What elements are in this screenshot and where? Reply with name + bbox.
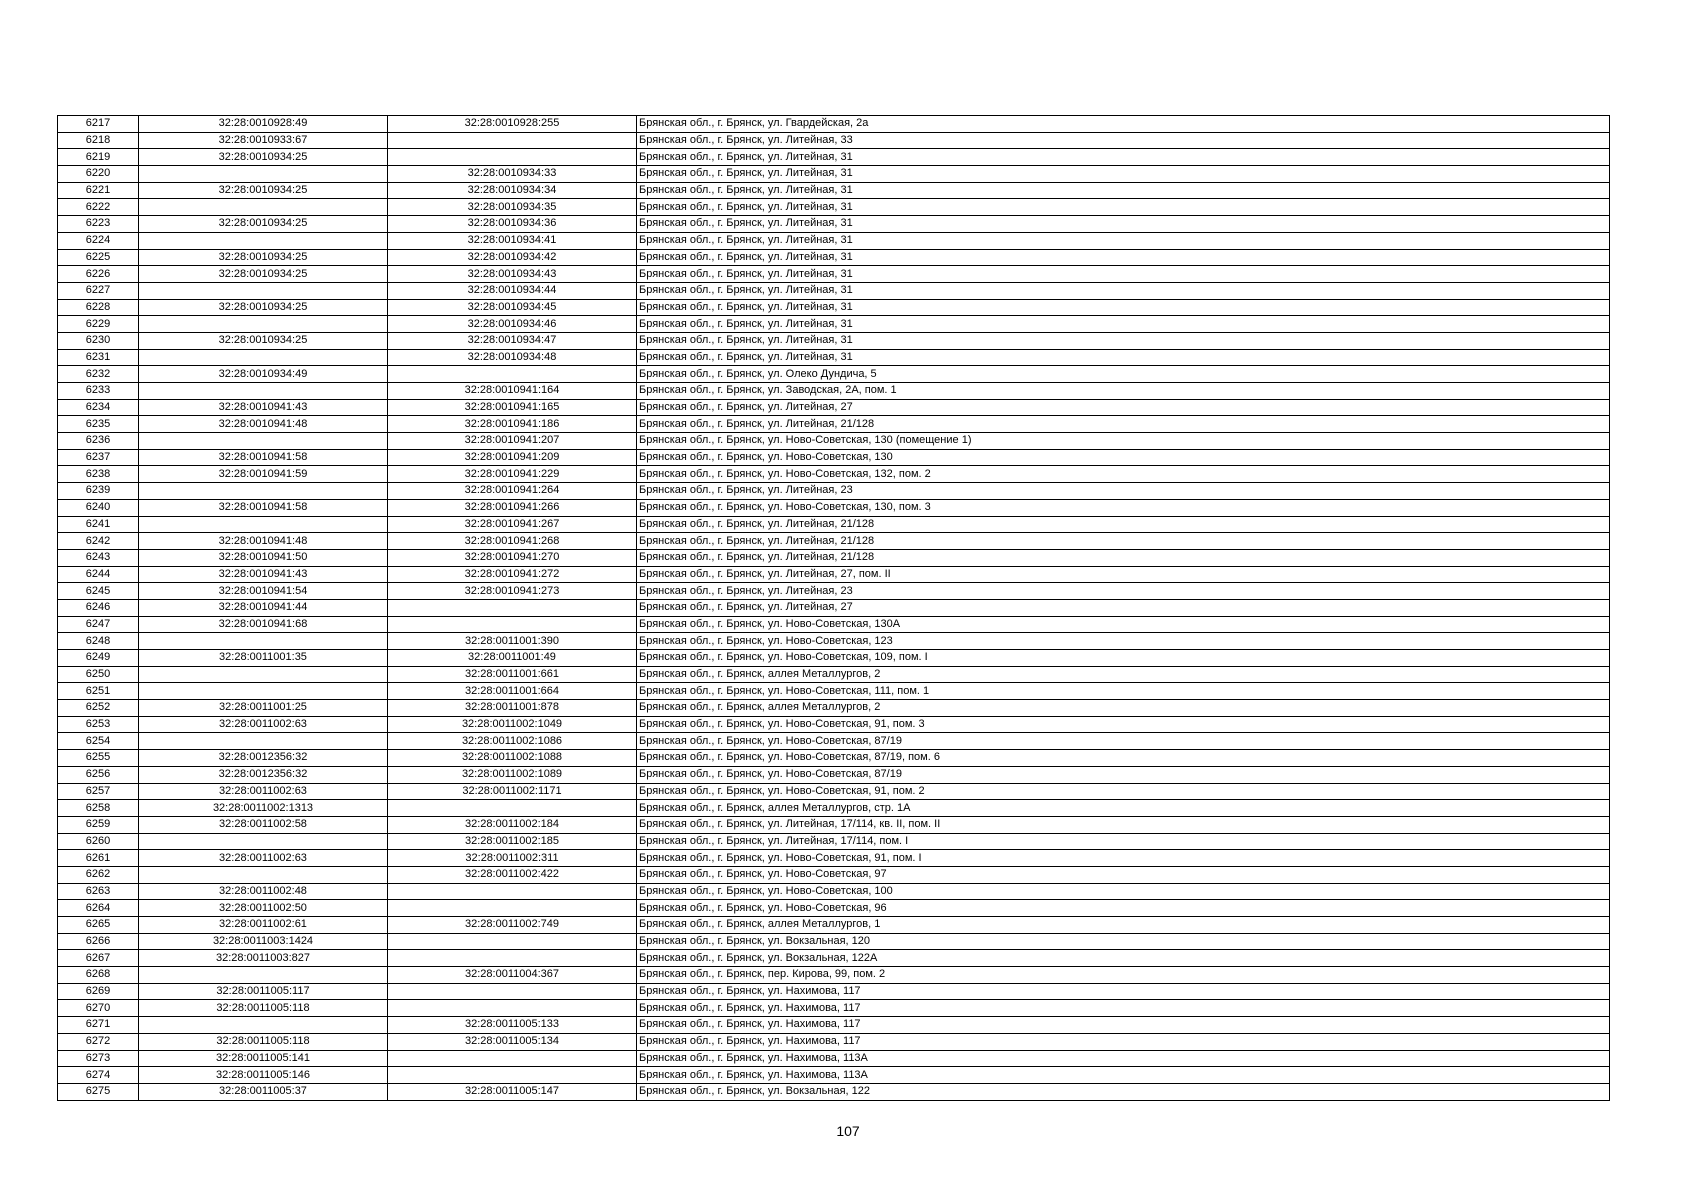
land-cadastral-number-cell: 32:28:0011005:118	[139, 1000, 388, 1017]
land-cadastral-number-cell: 32:28:0010934:25	[139, 216, 388, 233]
address-cell: Брянская обл., г. Брянск, ул. Нахимова, 117	[637, 1017, 1610, 1034]
address-cell: Брянская обл., г. Брянск, ул. Ново-Советская, 91, пом. 3	[637, 716, 1610, 733]
table-row	[58, 299, 1610, 316]
row-number-cell: 6242	[58, 533, 139, 550]
table-row	[58, 900, 1610, 917]
object-cadastral-number-cell: 32:28:0011002:1049	[388, 716, 637, 733]
object-cadastral-number-cell: 32:28:0011002:311	[388, 850, 637, 867]
address-cell: Брянская обл., г. Брянск, ул. Литейная, 31	[637, 199, 1610, 216]
table-row	[58, 282, 1610, 299]
address-cell: Брянская обл., г. Брянск, ул. Литейная, 31	[637, 216, 1610, 233]
table-row	[58, 466, 1610, 483]
row-number-cell: 6221	[58, 182, 139, 199]
address-cell: Брянская обл., г. Брянск, ул. Литейная, 27	[637, 599, 1610, 616]
land-cadastral-number-cell: 32:28:0010941:48	[139, 533, 388, 550]
address-cell: Брянская обл., г. Брянск, ул. Гвардейская, 2а	[637, 116, 1610, 133]
row-number-cell: 6245	[58, 583, 139, 600]
address-cell: Брянская обл., г. Брянск, ул. Нахимова, 113А	[637, 1067, 1610, 1084]
object-cadastral-number-cell: 32:28:0011002:749	[388, 917, 637, 934]
object-cadastral-number-cell: 32:28:0010934:41	[388, 232, 637, 249]
address-cell: Брянская обл., г. Брянск, ул. Нахимова, 113А	[637, 1050, 1610, 1067]
object-cadastral-number-cell: 32:28:0010928:255	[388, 116, 637, 133]
row-number-cell: 6225	[58, 249, 139, 266]
address-cell: Брянская обл., г. Брянск, ул. Ново-Советская, 111, пом. 1	[637, 683, 1610, 700]
land-cadastral-number-cell: 32:28:0012356:32	[139, 750, 388, 767]
address-cell: Брянская обл., г. Брянск, ул. Ново-Советская, 130	[637, 449, 1610, 466]
land-cadastral-number-cell: 32:28:0012356:32	[139, 766, 388, 783]
table-row	[58, 383, 1610, 400]
land-cadastral-number-cell: 32:28:0011005:146	[139, 1067, 388, 1084]
land-cadastral-number-cell: 32:28:0010941:58	[139, 499, 388, 516]
row-number-cell: 6248	[58, 633, 139, 650]
table-row	[58, 199, 1610, 216]
address-cell: Брянская обл., г. Брянск, аллея Металлургов, 1	[637, 917, 1610, 934]
object-cadastral-number-cell: 32:28:0011002:1089	[388, 766, 637, 783]
table-row	[58, 833, 1610, 850]
land-cadastral-number-cell: 32:28:0011002:61	[139, 917, 388, 934]
object-cadastral-number-cell: 32:28:0010941:207	[388, 433, 637, 450]
table-row	[58, 750, 1610, 767]
row-number-cell: 6272	[58, 1033, 139, 1050]
object-cadastral-number-cell	[388, 132, 637, 149]
table-row	[58, 983, 1610, 1000]
table-row	[58, 766, 1610, 783]
land-cadastral-number-cell: 32:28:0011001:35	[139, 650, 388, 667]
land-cadastral-number-cell: 32:28:0010941:48	[139, 416, 388, 433]
address-cell: Брянская обл., г. Брянск, ул. Вокзальная, 122	[637, 1083, 1610, 1100]
object-cadastral-number-cell: 32:28:0010941:229	[388, 466, 637, 483]
object-cadastral-number-cell: 32:28:0010941:164	[388, 383, 637, 400]
object-cadastral-number-cell	[388, 599, 637, 616]
address-cell: Брянская обл., г. Брянск, ул. Литейная, 31	[637, 182, 1610, 199]
address-cell: Брянская обл., г. Брянск, ул. Вокзальная, 120	[637, 933, 1610, 950]
row-number-cell: 6265	[58, 917, 139, 934]
land-cadastral-number-cell	[139, 282, 388, 299]
address-cell: Брянская обл., г. Брянск, ул. Литейная, 21/128	[637, 533, 1610, 550]
land-cadastral-number-cell: 32:28:0010941:68	[139, 616, 388, 633]
land-cadastral-number-cell	[139, 633, 388, 650]
object-cadastral-number-cell: 32:28:0011004:367	[388, 967, 637, 984]
land-cadastral-number-cell: 32:28:0010934:25	[139, 266, 388, 283]
land-cadastral-number-cell	[139, 666, 388, 683]
page-number: 107	[836, 1123, 860, 1139]
object-cadastral-number-cell: 32:28:0011001:878	[388, 700, 637, 717]
table-row	[58, 499, 1610, 516]
address-cell: Брянская обл., г. Брянск, ул. Нахимова, 117	[637, 983, 1610, 1000]
address-cell: Брянская обл., г. Брянск, ул. Ново-Советская, 91, пом. I	[637, 850, 1610, 867]
address-cell: Брянская обл., г. Брянск, ул. Литейная, 31	[637, 249, 1610, 266]
table-row	[58, 1000, 1610, 1017]
table-row	[58, 866, 1610, 883]
address-cell: Брянская обл., г. Брянск, ул. Ново-Советская, 130А	[637, 616, 1610, 633]
land-cadastral-number-cell: 32:28:0011003:827	[139, 950, 388, 967]
land-cadastral-number-cell: 32:28:0011005:141	[139, 1050, 388, 1067]
row-number-cell: 6218	[58, 132, 139, 149]
row-number-cell: 6227	[58, 282, 139, 299]
table-row	[58, 182, 1610, 199]
object-cadastral-number-cell: 32:28:0011001:390	[388, 633, 637, 650]
land-cadastral-number-cell	[139, 166, 388, 183]
table-row	[58, 433, 1610, 450]
address-cell: Брянская обл., г. Брянск, ул. Литейная, 31	[637, 166, 1610, 183]
land-cadastral-number-cell: 32:28:0010941:43	[139, 399, 388, 416]
address-cell: Брянская обл., г. Брянск, ул. Ново-Советская, 87/19, пом. 6	[637, 750, 1610, 767]
row-number-cell: 6232	[58, 366, 139, 383]
row-number-cell: 6240	[58, 499, 139, 516]
land-cadastral-number-cell: 32:28:0010934:25	[139, 332, 388, 349]
row-number-cell: 6259	[58, 816, 139, 833]
address-cell: Брянская обл., г. Брянск, ул. Литейная, 31	[637, 332, 1610, 349]
row-number-cell: 6219	[58, 149, 139, 166]
table-row	[58, 816, 1610, 833]
land-cadastral-number-cell: 32:28:0010928:49	[139, 116, 388, 133]
land-cadastral-number-cell	[139, 483, 388, 500]
land-cadastral-number-cell: 32:28:0011002:63	[139, 716, 388, 733]
row-number-cell: 6270	[58, 1000, 139, 1017]
table-row	[58, 332, 1610, 349]
row-number-cell: 6252	[58, 700, 139, 717]
land-cadastral-number-cell	[139, 733, 388, 750]
address-cell: Брянская обл., г. Брянск, ул. Ново-Советская, 130 (помещение 1)	[637, 433, 1610, 450]
land-cadastral-number-cell: 32:28:0011002:58	[139, 816, 388, 833]
address-cell: Брянская обл., г. Брянск, ул. Ново-Советская, 132, пом. 2	[637, 466, 1610, 483]
table-row	[58, 666, 1610, 683]
table-row	[58, 1083, 1610, 1100]
object-cadastral-number-cell: 32:28:0011005:147	[388, 1083, 637, 1100]
row-number-cell: 6244	[58, 566, 139, 583]
address-cell: Брянская обл., г. Брянск, ул. Олеко Дундича, 5	[637, 366, 1610, 383]
table-row	[58, 116, 1610, 133]
row-number-cell: 6254	[58, 733, 139, 750]
address-cell: Брянская обл., г. Брянск, ул. Ново-Советская, 91, пом. 2	[637, 783, 1610, 800]
land-cadastral-number-cell: 32:28:0010934:49	[139, 366, 388, 383]
address-cell: Брянская обл., г. Брянск, ул. Литейная, 21/128	[637, 549, 1610, 566]
address-cell: Брянская обл., г. Брянск, ул. Нахимова, 117	[637, 1000, 1610, 1017]
table-row	[58, 917, 1610, 934]
address-cell: Брянская обл., г. Брянск, ул. Заводская, 2А, пом. 1	[637, 383, 1610, 400]
address-cell: Брянская обл., г. Брянск, пер. Кирова, 99, пом. 2	[637, 967, 1610, 984]
table-row	[58, 650, 1610, 667]
table-row	[58, 516, 1610, 533]
object-cadastral-number-cell: 32:28:0010934:43	[388, 266, 637, 283]
table-row	[58, 950, 1610, 967]
table-row	[58, 1050, 1610, 1067]
object-cadastral-number-cell: 32:28:0010934:47	[388, 332, 637, 349]
table-row	[58, 416, 1610, 433]
table-row	[58, 216, 1610, 233]
table-row	[58, 149, 1610, 166]
object-cadastral-number-cell	[388, 1067, 637, 1084]
object-cadastral-number-cell	[388, 149, 637, 166]
address-cell: Брянская обл., г. Брянск, ул. Литейная, 31	[637, 282, 1610, 299]
row-number-cell: 6239	[58, 483, 139, 500]
land-cadastral-number-cell: 32:28:0011002:1313	[139, 800, 388, 817]
table-row	[58, 316, 1610, 333]
row-number-cell: 6255	[58, 750, 139, 767]
row-number-cell: 6235	[58, 416, 139, 433]
object-cadastral-number-cell: 32:28:0010934:36	[388, 216, 637, 233]
object-cadastral-number-cell: 32:28:0010941:270	[388, 549, 637, 566]
address-cell: Брянская обл., г. Брянск, ул. Литейная, 27, пом. II	[637, 566, 1610, 583]
object-cadastral-number-cell: 32:28:0010941:186	[388, 416, 637, 433]
row-number-cell: 6228	[58, 299, 139, 316]
row-number-cell: 6246	[58, 599, 139, 616]
land-cadastral-number-cell: 32:28:0010941:50	[139, 549, 388, 566]
row-number-cell: 6243	[58, 549, 139, 566]
object-cadastral-number-cell: 32:28:0010941:266	[388, 499, 637, 516]
object-cadastral-number-cell	[388, 1000, 637, 1017]
table-row	[58, 633, 1610, 650]
address-cell: Брянская обл., г. Брянск, ул. Литейная, 31	[637, 349, 1610, 366]
land-cadastral-number-cell: 32:28:0011003:1424	[139, 933, 388, 950]
row-number-cell: 6274	[58, 1067, 139, 1084]
address-cell: Брянская обл., г. Брянск, ул. Литейная, 27	[637, 399, 1610, 416]
land-cadastral-number-cell: 32:28:0011002:63	[139, 783, 388, 800]
land-cadastral-number-cell: 32:28:0011001:25	[139, 700, 388, 717]
land-cadastral-number-cell	[139, 383, 388, 400]
object-cadastral-number-cell: 32:28:0011002:185	[388, 833, 637, 850]
object-cadastral-number-cell	[388, 616, 637, 633]
row-number-cell: 6222	[58, 199, 139, 216]
table-row	[58, 349, 1610, 366]
object-cadastral-number-cell: 32:28:0010934:42	[388, 249, 637, 266]
land-cadastral-number-cell: 32:28:0010934:25	[139, 182, 388, 199]
land-cadastral-number-cell: 32:28:0011005:37	[139, 1083, 388, 1100]
land-cadastral-number-cell: 32:28:0010941:59	[139, 466, 388, 483]
row-number-cell: 6238	[58, 466, 139, 483]
row-number-cell: 6233	[58, 383, 139, 400]
land-cadastral-number-cell	[139, 232, 388, 249]
object-cadastral-number-cell	[388, 983, 637, 1000]
object-cadastral-number-cell: 32:28:0010941:165	[388, 399, 637, 416]
row-number-cell: 6271	[58, 1017, 139, 1034]
table-row	[58, 166, 1610, 183]
object-cadastral-number-cell: 32:28:0010941:273	[388, 583, 637, 600]
land-cadastral-number-cell: 32:28:0011002:50	[139, 900, 388, 917]
registry-table-body	[58, 116, 1610, 1101]
address-cell: Брянская обл., г. Брянск, ул. Вокзальная, 122А	[637, 950, 1610, 967]
object-cadastral-number-cell: 32:28:0010941:272	[388, 566, 637, 583]
address-cell: Брянская обл., г. Брянск, ул. Литейная, 21/128	[637, 516, 1610, 533]
object-cadastral-number-cell	[388, 900, 637, 917]
land-cadastral-number-cell	[139, 967, 388, 984]
table-row	[58, 616, 1610, 633]
table-row	[58, 1033, 1610, 1050]
address-cell: Брянская обл., г. Брянск, ул. Литейная, 31	[637, 316, 1610, 333]
object-cadastral-number-cell: 32:28:0010934:33	[388, 166, 637, 183]
object-cadastral-number-cell	[388, 933, 637, 950]
row-number-cell: 6223	[58, 216, 139, 233]
land-cadastral-number-cell: 32:28:0011005:118	[139, 1033, 388, 1050]
table-row	[58, 599, 1610, 616]
land-cadastral-number-cell	[139, 833, 388, 850]
row-number-cell: 6256	[58, 766, 139, 783]
address-cell: Брянская обл., г. Брянск, ул. Ново-Советская, 96	[637, 900, 1610, 917]
address-cell: Брянская обл., г. Брянск, ул. Литейная, 17/114, кв. II, пом. II	[637, 816, 1610, 833]
row-number-cell: 6275	[58, 1083, 139, 1100]
table-row	[58, 1017, 1610, 1034]
address-cell: Брянская обл., г. Брянск, ул. Литейная, 17/114, пом. I	[637, 833, 1610, 850]
object-cadastral-number-cell: 32:28:0011002:1088	[388, 750, 637, 767]
land-cadastral-number-cell	[139, 1017, 388, 1034]
object-cadastral-number-cell: 32:28:0010934:48	[388, 349, 637, 366]
table-row	[58, 483, 1610, 500]
address-cell: Брянская обл., г. Брянск, ул. Ново-Советская, 97	[637, 866, 1610, 883]
address-cell: Брянская обл., г. Брянск, аллея Металлургов, 2	[637, 666, 1610, 683]
land-cadastral-number-cell: 32:28:0010934:25	[139, 249, 388, 266]
object-cadastral-number-cell	[388, 800, 637, 817]
table-row	[58, 933, 1610, 950]
land-cadastral-number-cell: 32:28:0010941:58	[139, 449, 388, 466]
row-number-cell: 6226	[58, 266, 139, 283]
address-cell: Брянская обл., г. Брянск, аллея Металлургов, 2	[637, 700, 1610, 717]
object-cadastral-number-cell: 32:28:0010934:35	[388, 199, 637, 216]
row-number-cell: 6247	[58, 616, 139, 633]
object-cadastral-number-cell: 32:28:0011001:661	[388, 666, 637, 683]
land-cadastral-number-cell	[139, 516, 388, 533]
address-cell: Брянская обл., г. Брянск, ул. Литейная, 31	[637, 266, 1610, 283]
land-cadastral-number-cell	[139, 349, 388, 366]
object-cadastral-number-cell: 32:28:0010941:267	[388, 516, 637, 533]
object-cadastral-number-cell: 32:28:0011002:184	[388, 816, 637, 833]
land-cadastral-number-cell	[139, 199, 388, 216]
table-row	[58, 249, 1610, 266]
address-cell: Брянская обл., г. Брянск, ул. Ново-Советская, 123	[637, 633, 1610, 650]
table-row	[58, 549, 1610, 566]
land-cadastral-number-cell: 32:28:0010934:25	[139, 299, 388, 316]
row-number-cell: 6258	[58, 800, 139, 817]
table-row	[58, 733, 1610, 750]
object-cadastral-number-cell: 32:28:0010934:44	[388, 282, 637, 299]
table-row	[58, 266, 1610, 283]
table-row	[58, 366, 1610, 383]
object-cadastral-number-cell	[388, 883, 637, 900]
object-cadastral-number-cell	[388, 950, 637, 967]
object-cadastral-number-cell: 32:28:0011002:1171	[388, 783, 637, 800]
land-cadastral-number-cell: 32:28:0010941:44	[139, 599, 388, 616]
row-number-cell: 6257	[58, 783, 139, 800]
table-row	[58, 566, 1610, 583]
address-cell: Брянская обл., г. Брянск, ул. Ново-Советская, 130, пом. 3	[637, 499, 1610, 516]
table-row	[58, 449, 1610, 466]
address-cell: Брянская обл., г. Брянск, ул. Литейная, 31	[637, 232, 1610, 249]
address-cell: Брянская обл., г. Брянск, ул. Ново-Советская, 87/19	[637, 766, 1610, 783]
land-cadastral-number-cell: 32:28:0010934:25	[139, 149, 388, 166]
object-cadastral-number-cell: 32:28:0011001:49	[388, 650, 637, 667]
object-cadastral-number-cell: 32:28:0011002:422	[388, 866, 637, 883]
table-row	[58, 533, 1610, 550]
land-cadastral-number-cell	[139, 683, 388, 700]
land-cadastral-number-cell: 32:28:0011002:48	[139, 883, 388, 900]
row-number-cell: 6262	[58, 866, 139, 883]
row-number-cell: 6236	[58, 433, 139, 450]
address-cell: Брянская обл., г. Брянск, ул. Литейная, 23	[637, 483, 1610, 500]
row-number-cell: 6237	[58, 449, 139, 466]
address-cell: Брянская обл., г. Брянск, ул. Нахимова, 117	[637, 1033, 1610, 1050]
row-number-cell: 6269	[58, 983, 139, 1000]
table-row	[58, 399, 1610, 416]
row-number-cell: 6266	[58, 933, 139, 950]
table-row	[58, 967, 1610, 984]
table-row	[58, 883, 1610, 900]
object-cadastral-number-cell: 32:28:0010934:46	[388, 316, 637, 333]
table-row	[58, 1067, 1610, 1084]
land-cadastral-number-cell: 32:28:0010933:67	[139, 132, 388, 149]
address-cell: Брянская обл., г. Брянск, ул. Ново-Советская, 87/19	[637, 733, 1610, 750]
object-cadastral-number-cell: 32:28:0011001:664	[388, 683, 637, 700]
row-number-cell: 6263	[58, 883, 139, 900]
table-row	[58, 232, 1610, 249]
table-row	[58, 132, 1610, 149]
row-number-cell: 6230	[58, 332, 139, 349]
object-cadastral-number-cell	[388, 366, 637, 383]
row-number-cell: 6217	[58, 116, 139, 133]
row-number-cell: 6241	[58, 516, 139, 533]
table-row	[58, 800, 1610, 817]
row-number-cell: 6253	[58, 716, 139, 733]
object-cadastral-number-cell: 32:28:0010941:268	[388, 533, 637, 550]
address-cell: Брянская обл., г. Брянск, ул. Литейная, 31	[637, 299, 1610, 316]
table-row	[58, 683, 1610, 700]
object-cadastral-number-cell: 32:28:0010941:264	[388, 483, 637, 500]
object-cadastral-number-cell: 32:28:0011005:134	[388, 1033, 637, 1050]
row-number-cell: 6220	[58, 166, 139, 183]
land-cadastral-number-cell: 32:28:0011005:117	[139, 983, 388, 1000]
table-row	[58, 716, 1610, 733]
row-number-cell: 6234	[58, 399, 139, 416]
row-number-cell: 6231	[58, 349, 139, 366]
row-number-cell: 6264	[58, 900, 139, 917]
row-number-cell: 6267	[58, 950, 139, 967]
land-cadastral-number-cell: 32:28:0010941:43	[139, 566, 388, 583]
address-cell: Брянская обл., г. Брянск, аллея Металлургов, стр. 1А	[637, 800, 1610, 817]
row-number-cell: 6251	[58, 683, 139, 700]
row-number-cell: 6229	[58, 316, 139, 333]
row-number-cell: 6273	[58, 1050, 139, 1067]
land-cadastral-number-cell	[139, 866, 388, 883]
row-number-cell: 6260	[58, 833, 139, 850]
address-cell: Брянская обл., г. Брянск, ул. Литейная, 33	[637, 132, 1610, 149]
table-row	[58, 700, 1610, 717]
table-row	[58, 583, 1610, 600]
address-cell: Брянская обл., г. Брянск, ул. Ново-Советская, 109, пом. I	[637, 650, 1610, 667]
object-cadastral-number-cell: 32:28:0011005:133	[388, 1017, 637, 1034]
object-cadastral-number-cell: 32:28:0011002:1086	[388, 733, 637, 750]
table-row	[58, 783, 1610, 800]
land-cadastral-number-cell	[139, 316, 388, 333]
land-cadastral-number-cell	[139, 433, 388, 450]
row-number-cell: 6261	[58, 850, 139, 867]
row-number-cell: 6250	[58, 666, 139, 683]
object-cadastral-number-cell	[388, 1050, 637, 1067]
address-cell: Брянская обл., г. Брянск, ул. Литейная, 23	[637, 583, 1610, 600]
land-cadastral-number-cell: 32:28:0011002:63	[139, 850, 388, 867]
address-cell: Брянская обл., г. Брянск, ул. Литейная, 31	[637, 149, 1610, 166]
land-cadastral-number-cell: 32:28:0010941:54	[139, 583, 388, 600]
object-cadastral-number-cell: 32:28:0010934:34	[388, 182, 637, 199]
object-cadastral-number-cell: 32:28:0010934:45	[388, 299, 637, 316]
row-number-cell: 6224	[58, 232, 139, 249]
row-number-cell: 6249	[58, 650, 139, 667]
registry-table	[57, 115, 1610, 1101]
table-row	[58, 850, 1610, 867]
object-cadastral-number-cell: 32:28:0010941:209	[388, 449, 637, 466]
row-number-cell: 6268	[58, 967, 139, 984]
address-cell: Брянская обл., г. Брянск, ул. Литейная, 21/128	[637, 416, 1610, 433]
address-cell: Брянская обл., г. Брянск, ул. Ново-Советская, 100	[637, 883, 1610, 900]
